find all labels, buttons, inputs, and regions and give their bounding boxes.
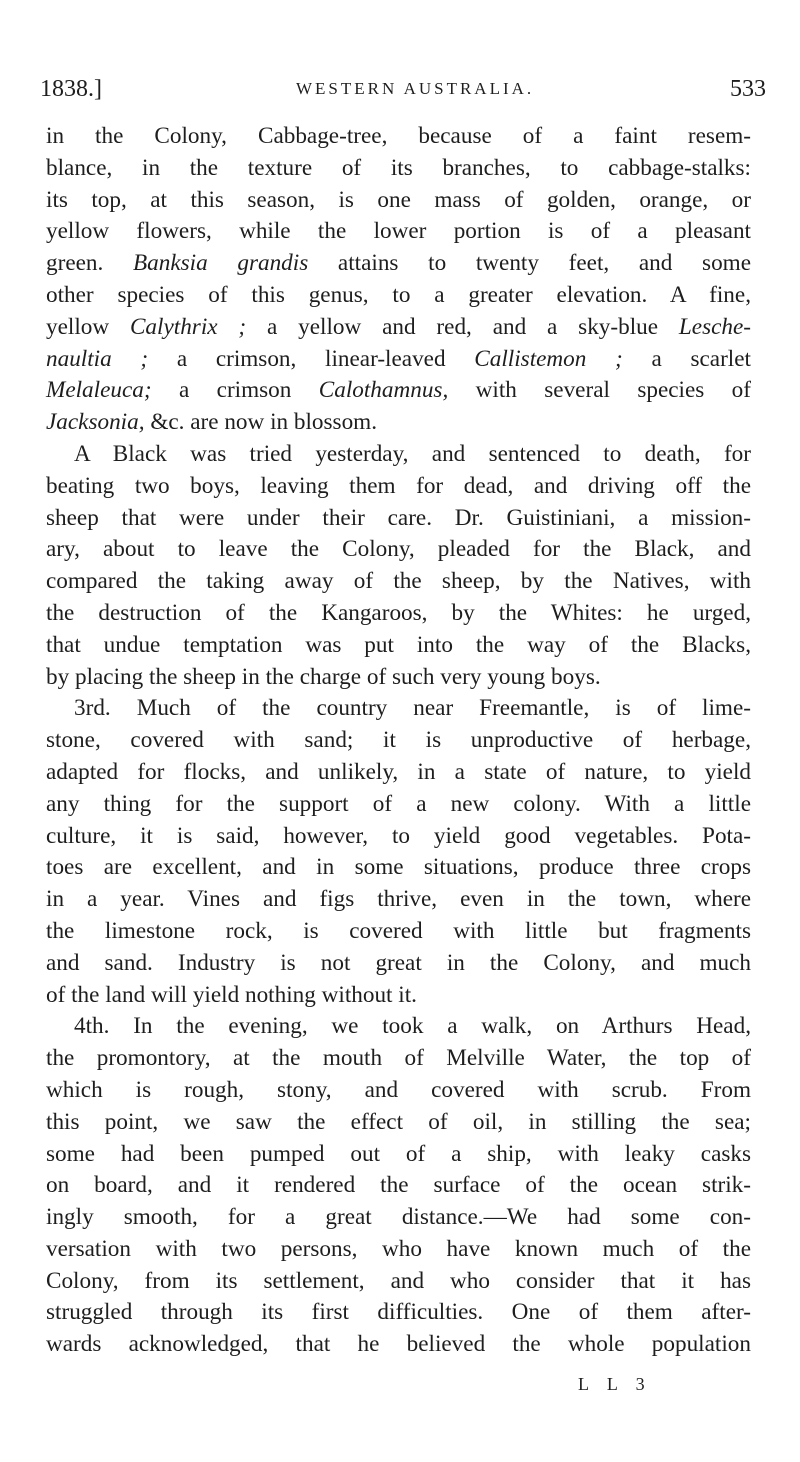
text-line xyxy=(46,884,751,916)
italic-term: Jacksonia, xyxy=(46,409,145,436)
line-text: the limestone rock, is covered with little but fragments xyxy=(46,917,751,944)
running-title: WESTERN AUSTRALIA. xyxy=(296,79,535,98)
text-line xyxy=(46,439,751,471)
line-text: by placing the sheep in the charge of such very young boys. xyxy=(46,663,601,690)
line-text: Colony, from its settlement, and who consider that it has xyxy=(46,1267,751,1294)
line-text: a scarlet xyxy=(622,345,751,372)
line-text: green. xyxy=(46,250,133,277)
line-text: on board, and it rendered the surface of the ocean strik- xyxy=(46,1172,751,1199)
line-text: blance, in the texture of its branches, to cabbage-stalks: xyxy=(46,154,751,181)
line-text: that undue temptation was put into the way of the Blacks, xyxy=(46,631,751,658)
text-line xyxy=(46,1170,751,1202)
running-header xyxy=(40,72,766,106)
line-text: 4th. In the evening, we took a walk, on Arthurs Head, xyxy=(74,1013,751,1040)
line-text: yellow flowers, while the lower portion is of a pleasant xyxy=(46,218,751,245)
text-line xyxy=(46,598,751,630)
text-line xyxy=(46,725,751,757)
line-text: its top, at this season, is one mass of golden, orange, or xyxy=(46,186,751,213)
text-line xyxy=(46,916,751,948)
text-line xyxy=(46,375,751,407)
text-line xyxy=(46,280,751,312)
italic-term: Lesche- xyxy=(678,313,751,340)
text-line xyxy=(46,662,751,694)
line-text: sheep that were under their care. Dr. Guistiniani, a mission- xyxy=(46,504,751,531)
text-line xyxy=(46,1329,751,1361)
line-text: 3rd. Much of the country near Freemantle, is of lime- xyxy=(74,695,751,722)
line-text: A Black was tried yesterday, and sentenced to death, for xyxy=(74,440,751,467)
text-line xyxy=(46,248,751,280)
text-line xyxy=(46,503,751,535)
header-year: 1838.] xyxy=(40,76,102,102)
line-text: struggled through its first difficulties. One of them after- xyxy=(46,1299,751,1326)
line-text: with several species of xyxy=(448,377,751,404)
line-text: a crimson xyxy=(151,377,319,404)
line-text: which is rough, stony, and covered with scrub. From xyxy=(46,1076,751,1103)
text-line xyxy=(46,948,751,980)
text-line xyxy=(46,630,751,662)
italic-term: Calythrix ; xyxy=(129,313,247,340)
line-text: the promontory, at the mouth of Melville Water, the top of xyxy=(46,1045,751,1072)
text-line xyxy=(46,1297,751,1329)
line-text: in the Colony, Cabbage-tree, because of a faint resem- xyxy=(46,123,751,149)
text-line xyxy=(46,566,751,598)
italic-term: Calothamnus, xyxy=(318,377,449,404)
line-text: adapted for flocks, and unlikely, in a state of nature, to yield xyxy=(46,758,751,785)
text-line xyxy=(46,821,751,853)
text-line xyxy=(46,216,751,248)
line-text: a crimson, linear-leaved xyxy=(148,345,475,372)
text-line xyxy=(46,534,751,566)
line-text: any thing for the support of a new colony. With a little xyxy=(46,790,751,817)
text-line xyxy=(46,1107,751,1139)
text-line xyxy=(46,1266,751,1298)
text-line xyxy=(46,757,751,789)
text-line xyxy=(46,153,751,185)
italic-term: naultia ; xyxy=(46,345,149,372)
line-text: some had been pumped out of a ship, with leaky casks xyxy=(46,1140,751,1167)
line-text: versation with two persons, who have known much of the xyxy=(46,1235,751,1262)
text-line xyxy=(46,1043,751,1075)
italic-term: Banksia grandis xyxy=(132,250,309,277)
line-text: yellow xyxy=(46,313,130,340)
text-line xyxy=(46,1075,751,1107)
signature-mark: L L 3 xyxy=(578,1374,652,1394)
text-line xyxy=(46,1011,751,1043)
line-text: culture, it is said, however, to yield good vegetables. Pota- xyxy=(46,822,751,849)
line-text: attains to twenty feet, and some xyxy=(308,250,751,277)
text-line xyxy=(46,344,751,376)
line-text: in a year. Vines and figs thrive, even in the town, where xyxy=(46,886,751,913)
text-line xyxy=(46,980,751,1012)
body-text xyxy=(46,121,751,1361)
line-text: of the land will yield nothing without it. xyxy=(46,981,417,1008)
line-text: stone, covered with sand; it is unproductive of herbage, xyxy=(46,727,751,754)
text-line xyxy=(46,1234,751,1266)
line-text: ary, about to leave the Colony, pleaded for the Black, and xyxy=(46,536,751,563)
text-line xyxy=(46,471,751,503)
text-line xyxy=(46,789,751,821)
line-text: beating two boys, leaving them for dead, and driving off the xyxy=(46,472,751,499)
text-line xyxy=(46,693,751,725)
line-text: this point, we saw the effect of oil, in stilling the sea; xyxy=(46,1108,751,1135)
page-number: 533 xyxy=(730,76,766,102)
line-text: other species of this genus, to a greater elevation. A fine, xyxy=(46,281,751,308)
line-text: compared the taking away of the sheep, by the Natives, with xyxy=(46,568,751,595)
line-text: wards acknowledged, that he believed the whole population xyxy=(46,1331,751,1358)
italic-term: Callistemon ; xyxy=(474,345,623,372)
italic-term: Melaleuca; xyxy=(46,377,152,404)
text-line xyxy=(46,121,751,153)
text-line xyxy=(46,407,751,439)
text-line xyxy=(46,852,751,884)
line-text: toes are excellent, and in some situations, produce three crops xyxy=(46,854,751,881)
line-text: the destruction of the Kangaroos, by the Whites: he urged, xyxy=(46,599,751,626)
text-line xyxy=(46,1202,751,1234)
line-text: &c. are now in blossom. xyxy=(144,409,378,436)
text-line xyxy=(46,312,751,344)
text-line xyxy=(46,1139,751,1171)
line-text: and sand. Industry is not great in the Colony, and much xyxy=(46,949,751,976)
line-text: a yellow and red, and a sky-blue xyxy=(246,313,679,340)
line-text: ingly smooth, for a great distance.—We had some con- xyxy=(46,1204,751,1231)
text-line xyxy=(46,185,751,217)
